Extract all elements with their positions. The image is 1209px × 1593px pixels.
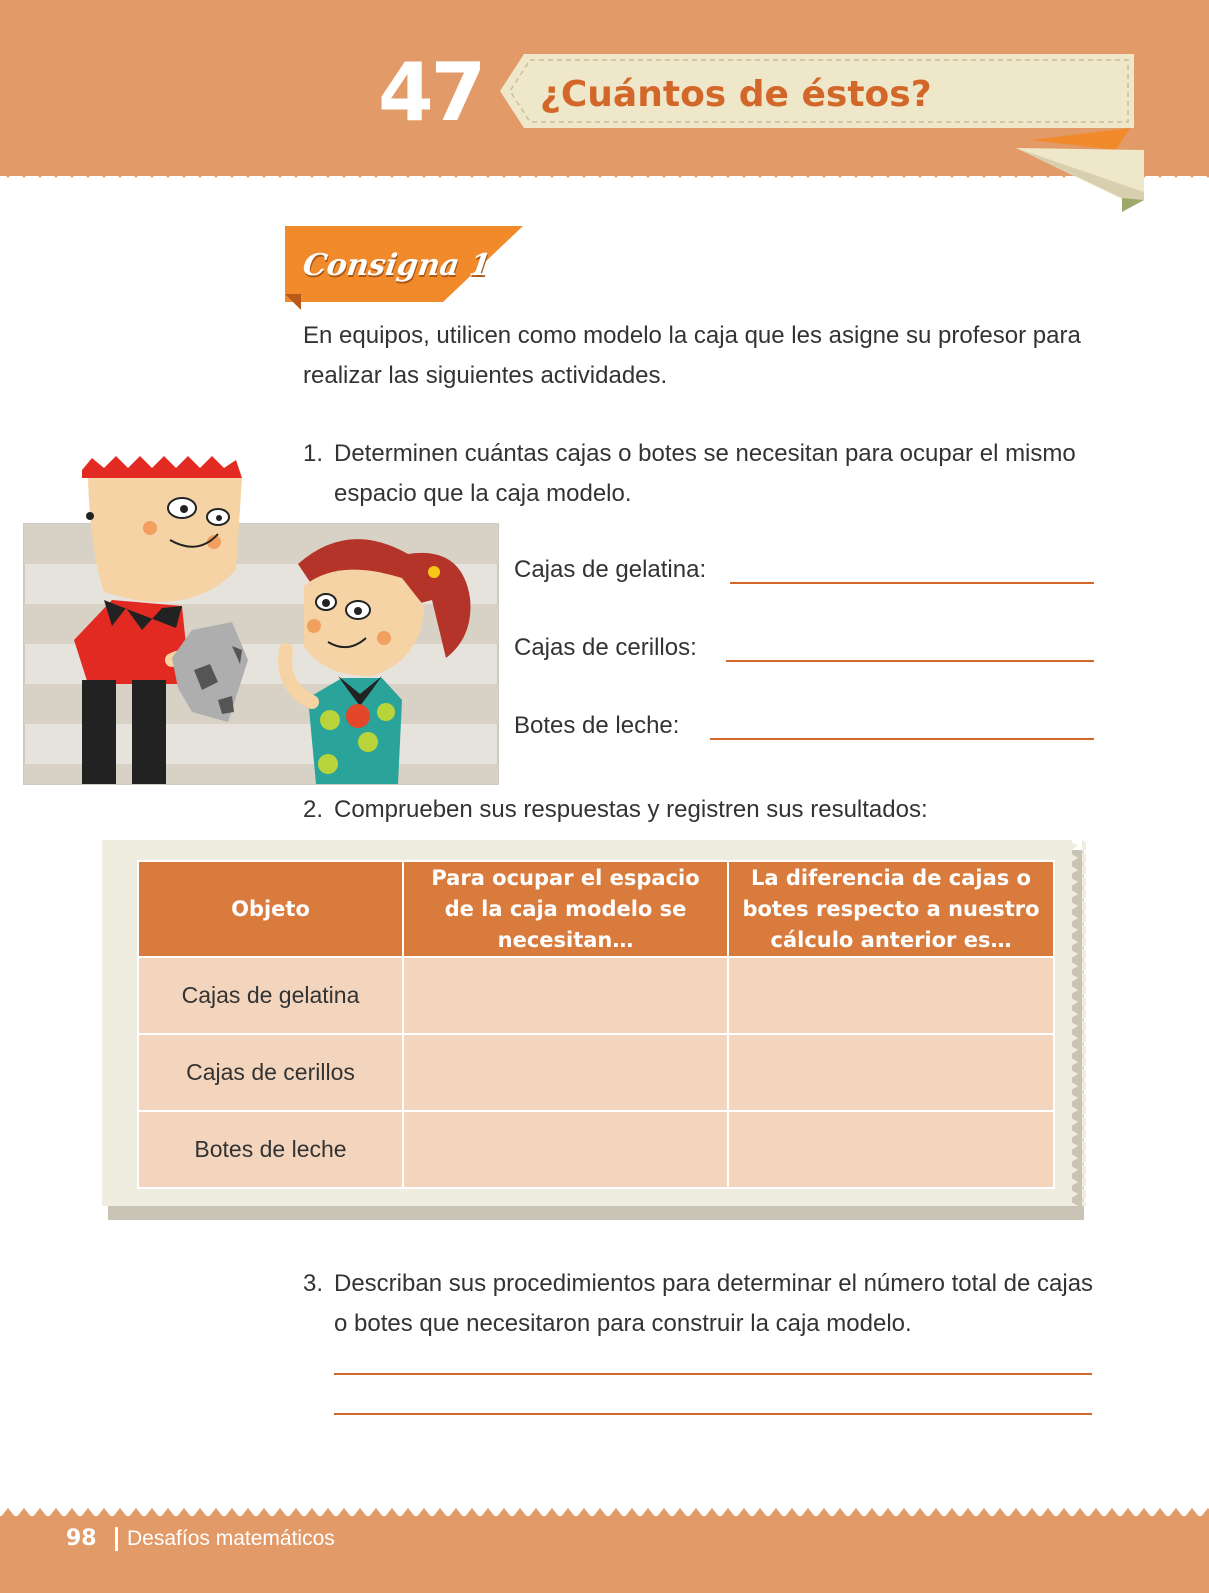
item-1-number: 1. (303, 440, 324, 467)
consigna-intro: En equipos, utilicen como modelo la caja que les asigne su profesor para realizar las siguientes actividades. (303, 322, 1081, 389)
item-3-number: 3. (303, 1270, 324, 1297)
answer-row-gelatina (514, 550, 1094, 590)
footer-separator (115, 1527, 118, 1551)
write-line-2[interactable] (334, 1413, 1092, 1415)
answer-label-leche: Botes de leche: (514, 712, 680, 739)
results-table (137, 860, 1055, 1189)
table-header-diferencia: La diferencia de cajas o botes respecto a nuestro cálculo anterior es… (728, 861, 1054, 957)
table-cell-necesitan[interactable] (403, 1111, 728, 1188)
page-number: 98 (66, 1526, 97, 1551)
item-2-number: 2. (303, 796, 324, 823)
consigna-label: Consigna 1 (300, 248, 494, 283)
table-cell-diferencia[interactable] (728, 1111, 1054, 1188)
table-header-objeto: Objeto (138, 861, 403, 957)
answer-line-leche[interactable] (710, 738, 1094, 740)
lesson-number: 47 (378, 46, 484, 139)
table-cell-necesitan[interactable] (403, 957, 728, 1034)
table-row (138, 957, 1054, 1034)
answer-row-leche (514, 706, 1094, 746)
answer-label-cerillos: Cajas de cerillos: (514, 634, 697, 661)
answer-line-cerillos[interactable] (726, 660, 1094, 662)
table-row (138, 1111, 1054, 1188)
answer-row-cerillos (514, 628, 1094, 668)
lesson-title: ¿Cuántos de éstos? (540, 74, 932, 115)
children-illustration (22, 450, 500, 786)
table-cell-necesitan[interactable] (403, 1034, 728, 1111)
table-cell-diferencia[interactable] (728, 957, 1054, 1034)
item-3-text: Describan sus procedimientos para determinar el número total de cajas o botes que necesitaron para construir la caja modelo. (334, 1270, 1094, 1337)
table-cell-diferencia[interactable] (728, 1034, 1054, 1111)
book-title: Desafíos matemáticos (127, 1527, 335, 1550)
table-cell-objeto: Cajas de cerillos (138, 1034, 403, 1111)
answer-label-gelatina: Cajas de gelatina: (514, 556, 707, 583)
table-cell-objeto: Cajas de gelatina (138, 957, 403, 1034)
table-row (138, 1034, 1054, 1111)
item-2-text: Comprueben sus respuestas y registren sus resultados: (334, 796, 928, 823)
write-line-1[interactable] (334, 1373, 1092, 1375)
table-cell-objeto: Botes de leche (138, 1111, 403, 1188)
table-header-necesitan: Para ocupar el espacio de la caja modelo se necesitan… (403, 861, 728, 957)
answer-line-gelatina[interactable] (730, 582, 1094, 584)
item-1-text: Determinen cuántas cajas o botes se necesitan para ocupar el mismo espacio que la caja modelo. (334, 440, 1076, 507)
